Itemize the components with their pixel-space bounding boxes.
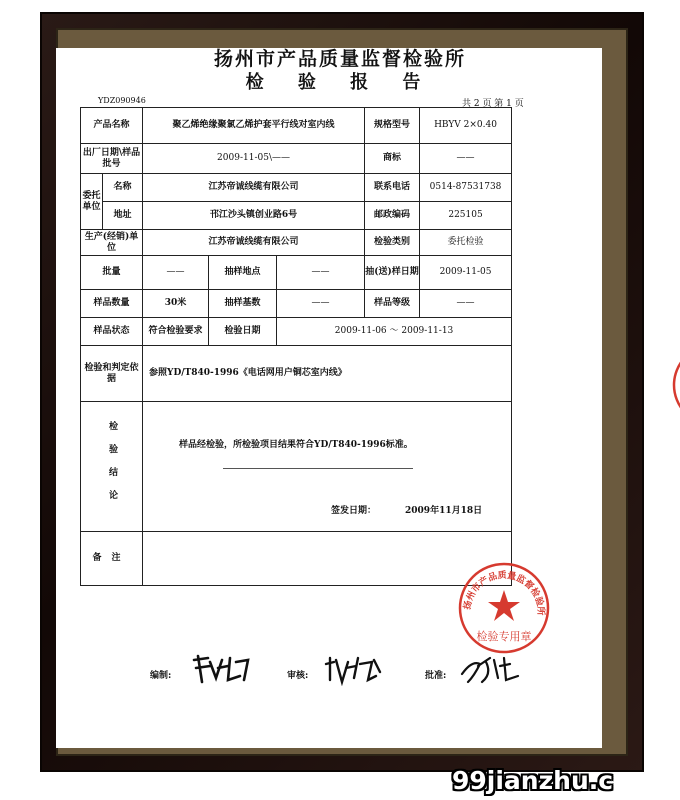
site-watermark: 99jianzhu.c [452,766,614,795]
report-subtitle: 检 验 报 告 [245,72,435,93]
phone: 0514-87531738 [420,174,512,202]
inspection-type: 委托检验 [420,230,512,256]
client-name-label: 名称 [103,174,143,202]
mfg-date: 2009-11-05\—— [143,144,365,174]
sampling-place: —— [277,256,365,290]
approved-label: 批准: [425,671,447,681]
client-name: 江苏帝诚线缆有限公司 [143,174,365,202]
reviewed-label: 审核: [287,671,309,681]
trademark: —— [420,144,512,174]
seal-text: 扬州市产品质量监督检验所 [462,570,546,616]
producer: 江苏帝诚线缆有限公司 [143,230,365,256]
document-number: YDZ090946 [98,96,146,105]
postcode: 225105 [420,202,512,230]
sampling-base: —— [277,290,365,318]
official-seal [456,560,552,656]
reviewer-signature [322,652,386,686]
model-label: 规格型号 [365,108,420,144]
inspection-date: 2009-11-06 ～ 2009-11-13 [277,318,512,346]
model: HBYV 2×0.40 [420,108,512,144]
issue-date-label: 签发日期： [331,506,377,516]
inspection-type-label: 检验类别 [365,230,420,256]
conclusion-label: 检验结论 [81,402,143,532]
address-label: 地址 [103,202,143,230]
sampling-date: 2009-11-05 [420,256,512,290]
basis: 参照YD/T840-1996《电话网用户铜芯室内线》 [143,346,512,402]
compiled-label: 编制: [150,671,172,681]
seal-star-icon [488,590,520,621]
conclusion-line [223,468,413,469]
remarks-label: 备注 [81,532,143,586]
sample-qty-label: 样品数量 [81,290,143,318]
product-name: 聚乙烯绝缘聚氯乙烯护套平行线对室内线 [143,108,365,144]
sample-grade: —— [420,290,512,318]
sample-state-label: 样品状态 [81,318,143,346]
issue-date: 2009年11月18日 [405,506,483,516]
report-table [80,107,512,586]
mfg-date-label: 出厂日期\样品批号 [81,144,143,174]
inspection-date-label: 检验日期 [209,318,277,346]
producer-label: 生产(经销)单位 [81,230,143,256]
partial-seal-edge [654,340,680,430]
report-title: 扬州市产品质量监督检验所 [213,48,466,70]
sampling-date-label: 抽(送)样日期 [365,256,420,290]
sampling-place-label: 抽样地点 [209,256,277,290]
compiler-signature [188,652,258,686]
product-name-label: 产品名称 [81,108,143,144]
page-count: 共 2 页 第 1 页 [462,99,524,109]
sample-state: 符合检验要求 [143,318,209,346]
address: 邗江沙头镇创业路6号 [143,202,365,230]
sample-qty: 30米 [143,290,209,318]
phone-label: 联系电话 [365,174,420,202]
sample-grade-label: 样品等级 [365,290,420,318]
trademark-label: 商标 [365,144,420,174]
postcode-label: 邮政编码 [365,202,420,230]
batch: —— [143,256,209,290]
basis-label: 检验和判定依据 [81,346,143,402]
batch-label: 批量 [81,256,143,290]
conclusion-text: 样品经检验，所检验项目结果符合YD/T840-1996标准。 [179,440,413,450]
approver-signature [458,652,522,686]
seal-label: 检验专用章 [476,630,532,643]
conclusion-cell [143,402,512,532]
sampling-base-label: 抽样基数 [209,290,277,318]
client-label: 委托单位 [81,174,103,230]
